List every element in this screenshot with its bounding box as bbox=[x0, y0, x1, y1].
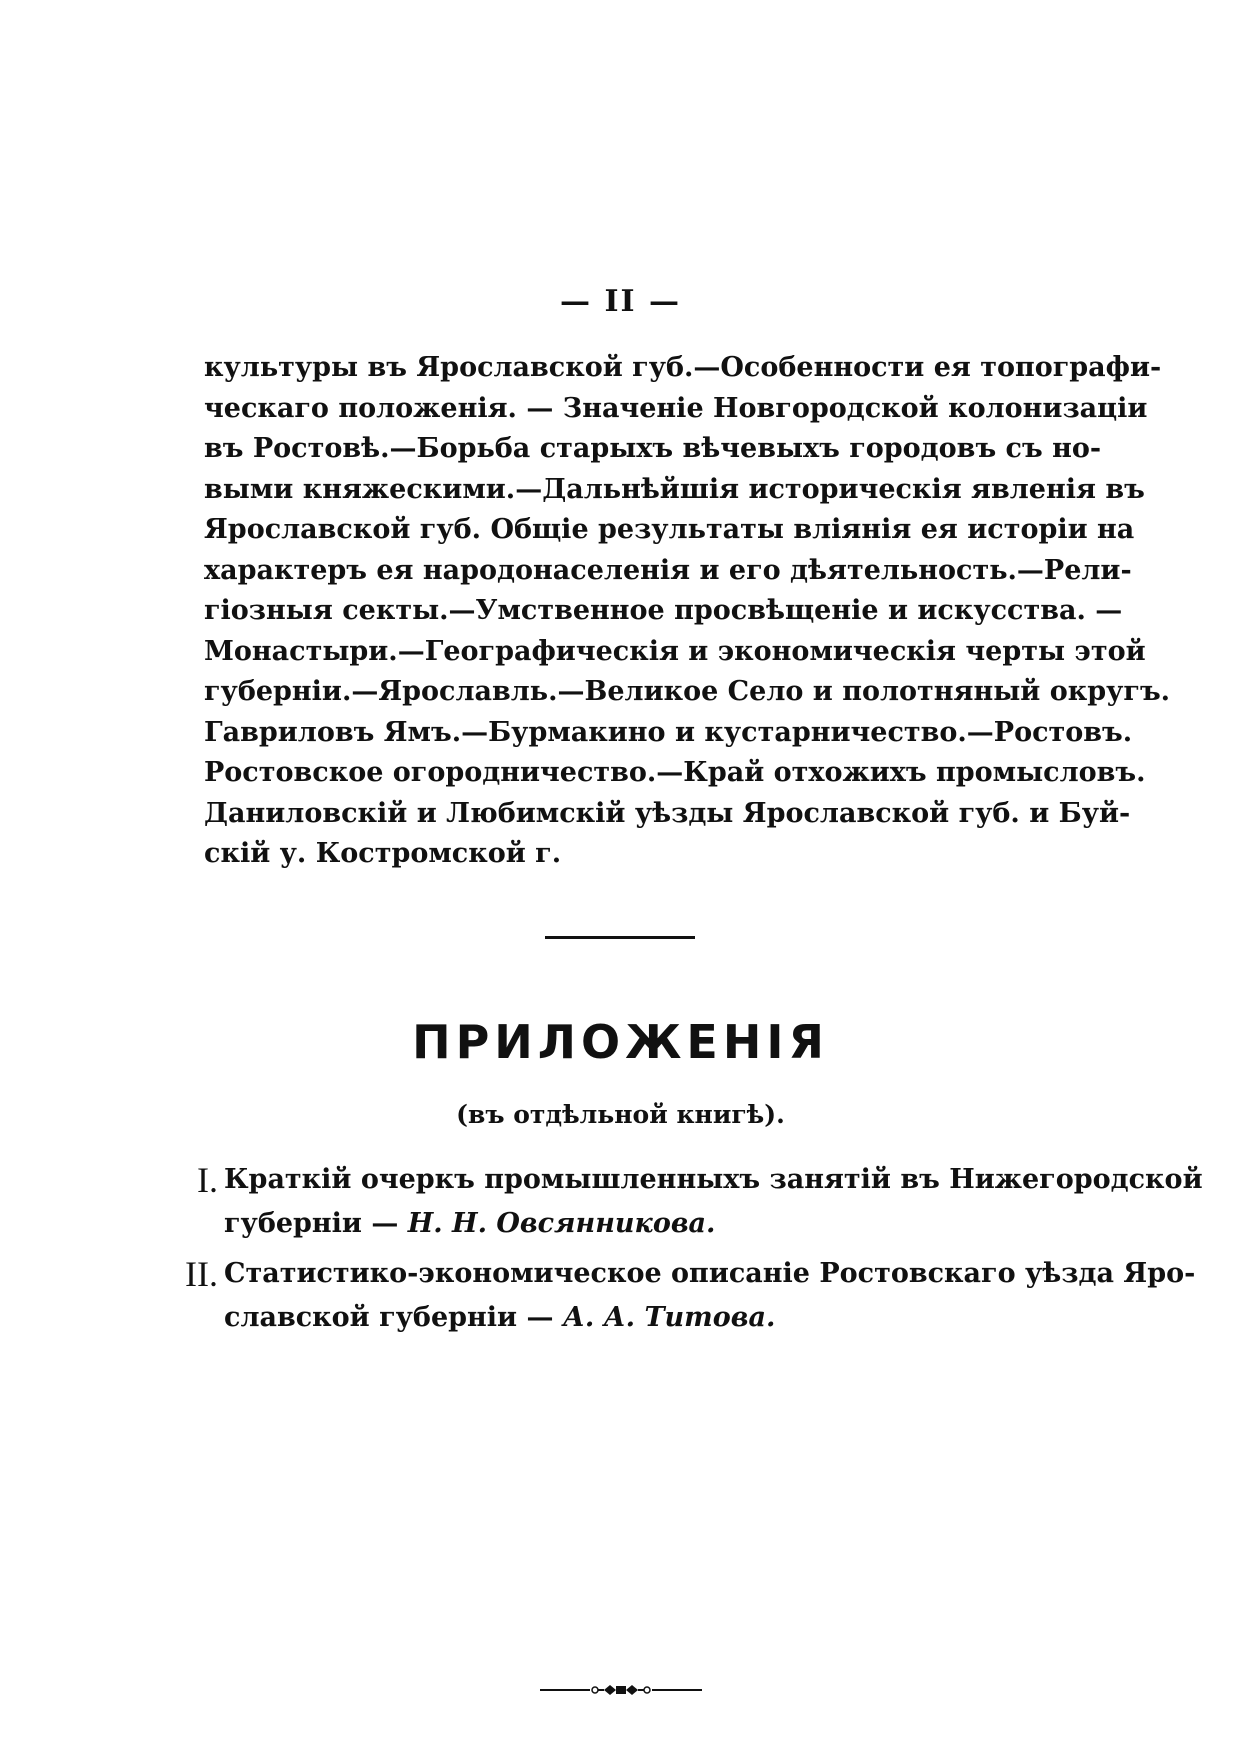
text-line: Даниловскій и Любимскій уѣзды Ярославской губ. и Буй- bbox=[204, 797, 1131, 829]
roman-numeral: II. bbox=[185, 1254, 218, 1294]
text-line: губерніи.—Ярославль.—Великое Село и полотняный округъ. bbox=[204, 676, 1171, 707]
section-title: ПРИЛОЖЕНІЯ bbox=[412, 1015, 829, 1069]
section-subtitle: (въ отдѣльной книгѣ). bbox=[456, 1100, 785, 1129]
appendix-prefix: славской губерніи — bbox=[224, 1302, 554, 1333]
text-line: характеръ ея народонаселенія и его дѣятельность.—Рели- bbox=[204, 554, 1132, 586]
appendix-text bbox=[224, 1158, 1203, 1246]
author-name: Н. Н. Овсянникова. bbox=[407, 1208, 716, 1239]
appendix-item bbox=[158, 1252, 1196, 1340]
appendix-line: Краткій очеркъ промышленныхъ занятій въ Нижегородской bbox=[224, 1164, 1203, 1195]
text-line: скій у. Костромской г. bbox=[204, 838, 562, 869]
appendix-line bbox=[224, 1296, 1088, 1340]
section-divider bbox=[545, 936, 695, 939]
text-line: ческаго положенія. — Значеніе Новгородской колонизаціи bbox=[204, 392, 1148, 424]
text-line: Ярославской губ. Общіе результаты вліянія ея исторіи на bbox=[204, 514, 1135, 545]
text-line: культуры въ Ярославской губ.—Особенности ея топографи- bbox=[204, 352, 1162, 383]
text-line: выми княжескими.—Дальнѣйшія историческія явленія въ bbox=[204, 473, 1145, 505]
appendix-text bbox=[224, 1252, 1196, 1340]
body-text bbox=[204, 348, 1171, 875]
author-name: А. А. Титова. bbox=[562, 1302, 776, 1333]
page-number: — II — bbox=[560, 284, 681, 319]
text-line: Ростовское огородничество.—Край отхожихъ промысловъ. bbox=[204, 757, 1146, 788]
appendix-item bbox=[158, 1158, 1203, 1246]
appendix-line bbox=[224, 1202, 1088, 1246]
text-line: гіозныя секты.—Умственное просвѣщеніе и искусства. — bbox=[204, 595, 1123, 626]
roman-numeral: I. bbox=[197, 1160, 218, 1200]
tailpiece-ornament-icon bbox=[540, 1680, 702, 1700]
text-line: Монастыри.—Географическія и экономическія черты этой bbox=[204, 635, 1146, 667]
appendix-list bbox=[158, 1158, 1203, 1346]
text-line: въ Ростовѣ.—Борьба старыхъ вѣчевыхъ городовъ съ но- bbox=[204, 433, 1102, 464]
appendix-line: Статистико-экономическое описаніе Ростовскаго уѣзда Яро- bbox=[224, 1258, 1196, 1289]
appendix-prefix: губерніи — bbox=[224, 1208, 399, 1239]
text-line: Гавриловъ Ямъ.—Бурмакино и кустарничество.—Ростовъ. bbox=[204, 716, 1133, 748]
